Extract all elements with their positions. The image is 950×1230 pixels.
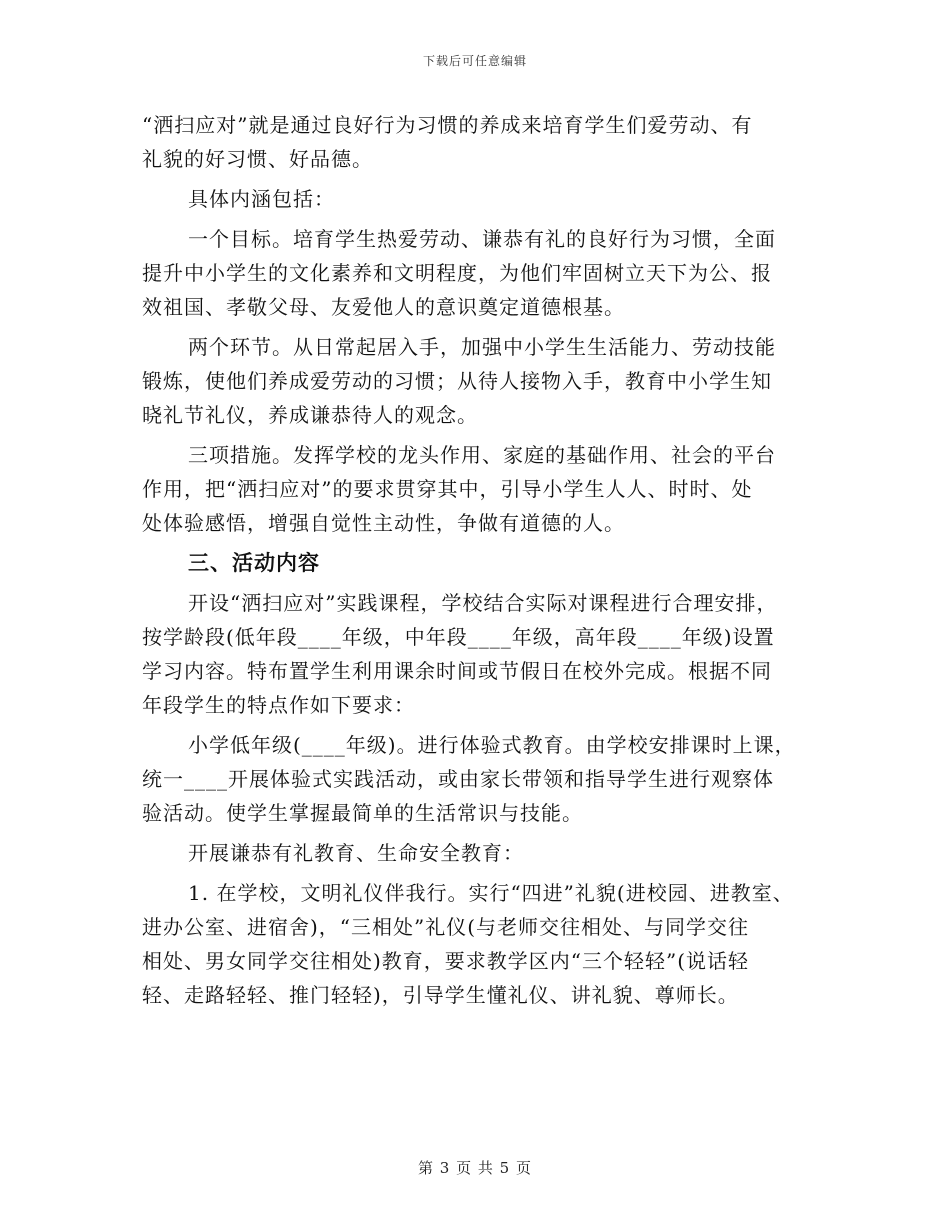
text-line: 轻、走路轻轻、推门轻轻)，引导学生懂礼仪、讲礼貌、尊师长。 — [142, 983, 739, 1007]
text-line: 年段学生的特点作如下要求： — [142, 693, 415, 717]
document-body — [142, 108, 832, 1012]
text-line: 1. 在学校，文明礼仪伴我行。实行“四进”礼貌(进校园、进教室、 — [188, 881, 794, 905]
text-line: 相处、男女同学交往相处)教育，要求教学区内“三个轻轻”(说话轻 — [142, 949, 750, 973]
text-line: 具体内涵包括： — [188, 187, 335, 211]
text-line: 锻炼，使他们养成爱劳动的习惯；从待人接物入手，教育中小学生知 — [142, 369, 772, 393]
text-line: 处体验感悟，增强自觉性主动性，争做有道德的人。 — [142, 511, 625, 535]
section-heading: 三、活动内容 — [188, 551, 320, 575]
text-line: 三项措施。发挥学校的龙头作用、家庭的基础作用、社会的平台 — [188, 443, 776, 467]
text-line: 按学龄段(低年段____年级，中年段____年级，高年段____年级)设置 — [142, 625, 775, 649]
text-line: 提升中小学生的文化素养和文明程度，为他们牢固树立天下为公、报 — [142, 261, 772, 285]
text-line: 效祖国、孝敬父母、友爱他人的意识奠定道德根基。 — [142, 295, 625, 319]
page-header: 下载后可任意编辑 — [422, 54, 527, 68]
text-line: 小学低年级(____年级)。进行体验式教育。由学校安排课时上课， — [188, 733, 796, 757]
page-number: 第 3 页 共 5 页 — [418, 1159, 532, 1177]
text-line: 进办公室、进宿舍)，“三相处”礼仪(与老师交往相处、与同学交往 — [142, 915, 750, 939]
text-line: 开设“洒扫应对”实践课程，学校结合实际对课程进行合理安排， — [188, 591, 778, 615]
text-line: 一个目标。培育学生热爱劳动、谦恭有礼的良好行为习惯，全面 — [188, 227, 776, 251]
text-line: 两个环节。从日常起居入手，加强中小学生生活能力、劳动技能 — [188, 335, 776, 359]
text-line: 开展谦恭有礼教育、生命安全教育： — [188, 841, 524, 865]
text-line: 验活动。使学生掌握最简单的生活常识与技能。 — [142, 801, 583, 825]
text-line: 统一____开展体验式实践活动，或由家长带领和指导学生进行观察体 — [142, 767, 774, 791]
text-line: 作用，把“洒扫应对”的要求贯穿其中，引导小学生人人、时时、处 — [142, 477, 753, 501]
text-line: 礼貌的好习惯、好品德。 — [142, 147, 373, 171]
text-line: “洒扫应对”就是通过良好行为习惯的养成来培育学生们爱劳动、有 — [142, 113, 753, 137]
text-line: 学习内容。特布置学生利用课余时间或节假日在校外完成。根据不同 — [142, 659, 772, 683]
text-line: 晓礼节礼仪，养成谦恭待人的观念。 — [142, 403, 478, 427]
